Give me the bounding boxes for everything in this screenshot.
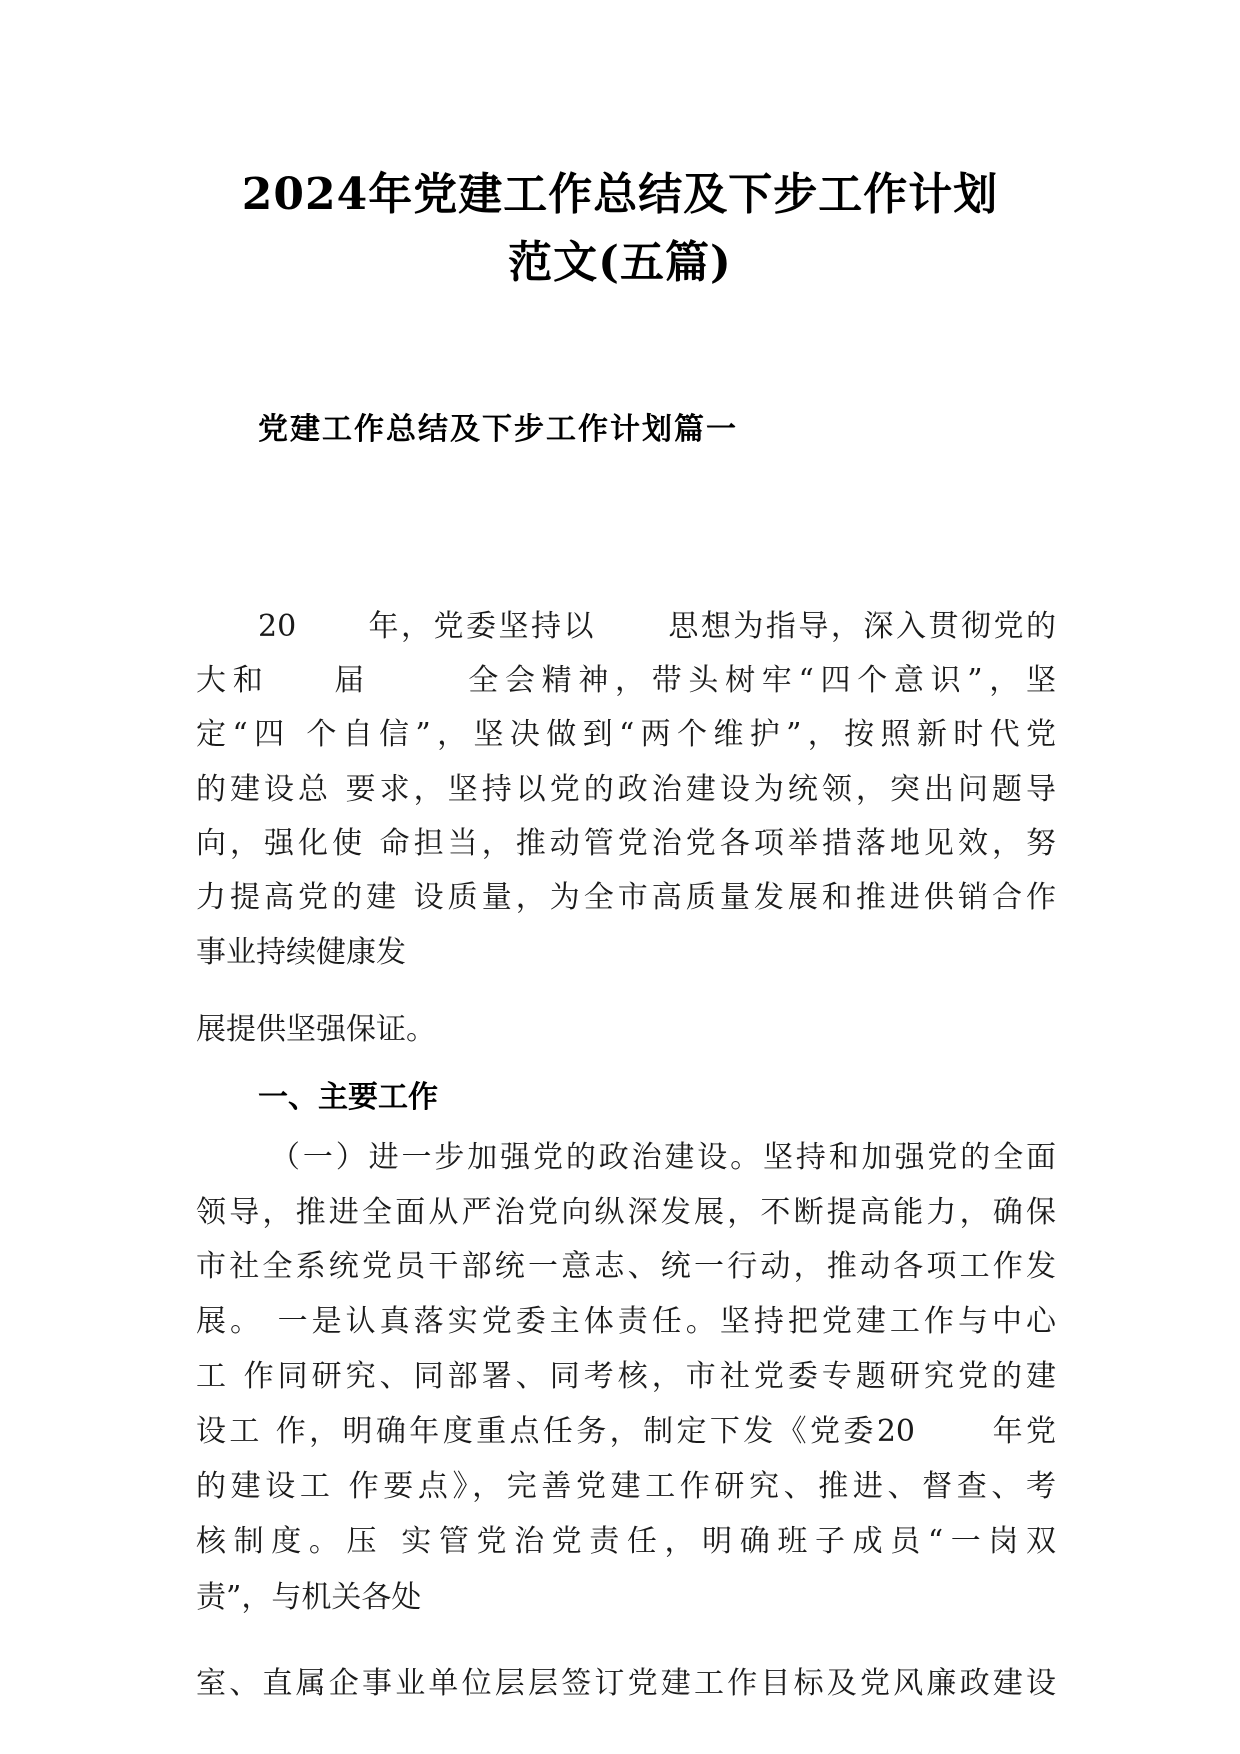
- paragraph-line: 的建设工 作要点》，完善党建工作研究、推进、督查、考: [196, 1469, 1056, 1504]
- paragraph-line: 向，强化使 命担当，推动管党治党各项举措落地见效，努: [196, 826, 1056, 861]
- paragraph-line: 大和 届 全会精神，带头树牢“四个意识”，坚: [196, 663, 1056, 698]
- paragraph-line: 的建设总 要求，坚持以党的政治建设为统领，突出问题导: [196, 772, 1056, 807]
- document-title-line-1: 2024年党建工作总结及下步工作计划: [241, 169, 999, 220]
- paragraph-line: 领导，推进全面从严治党向纵深发展，不断提高能力，确保: [196, 1195, 1056, 1230]
- paragraph-line: 室、直属企事业单位层层签订党建工作目标及党风廉政建设: [196, 1666, 1056, 1701]
- paragraph-line: 工 作同研究、同部署、同考核，市社党委专题研究党的建: [196, 1359, 1056, 1394]
- paragraph-line: 定“四 个自信”，坚决做到“两个维护”，按照新时代党: [196, 717, 1056, 752]
- paragraph-line: 展。 一是认真落实党委主体责任。坚持把党建工作与中心: [196, 1304, 1056, 1339]
- section-subtitle: 党建工作总结及下步工作计划篇一: [258, 412, 738, 447]
- paragraph-line: 展提供坚强保证。: [196, 1012, 436, 1047]
- section-heading: 一、主要工作: [258, 1080, 438, 1115]
- paragraph-line: 责”，与机关各处: [196, 1580, 422, 1615]
- paragraph-line: 力提高党的建 设质量，为全市高质量发展和推进供销合作: [196, 880, 1056, 915]
- paragraph-line: 设工 作，明确年度重点任务，制定下发《党委20 年党: [196, 1414, 1056, 1449]
- paragraph-line: 20 年，党委坚持以 思想为指导，深入贯彻党的: [258, 609, 1056, 644]
- paragraph-line: 事业持续健康发: [196, 935, 406, 970]
- document-title-line-2: 范文(五篇): [508, 237, 732, 288]
- paragraph-line: 核制度。压 实管党治党责任，明确班子成员“一岗双: [196, 1524, 1056, 1559]
- paragraph-line: （一）进一步加强党的政治建设。坚持和加强党的全面: [270, 1140, 1056, 1175]
- paragraph-line: 市社全系统党员干部统一意志、统一行动，推动各项工作发: [196, 1249, 1056, 1284]
